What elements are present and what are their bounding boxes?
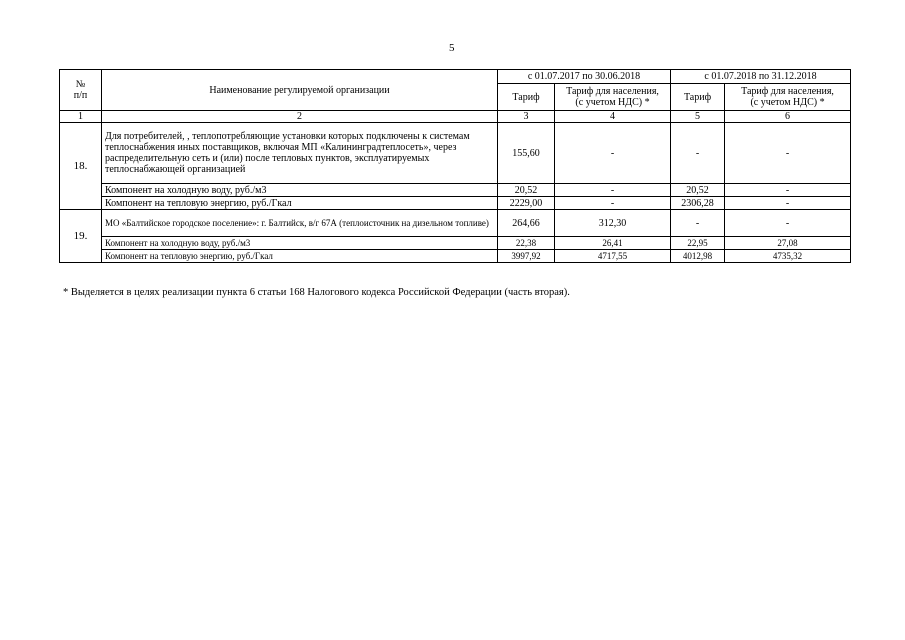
column-number: 5 [671, 111, 725, 123]
row-number: 18. [60, 123, 102, 210]
tariff-value: 3997,92 [498, 250, 555, 263]
tariff-value: - [725, 210, 851, 237]
table-row [60, 210, 851, 237]
tariff-value: 2306,28 [671, 197, 725, 210]
tariff-value: 22,95 [671, 237, 725, 250]
tariff-value: 2229,00 [498, 197, 555, 210]
tariff-value: - [555, 184, 671, 197]
tariff-value: 26,41 [555, 237, 671, 250]
page-number: 5 [449, 42, 455, 54]
table-row [60, 123, 851, 184]
header-tariff-1: Тариф [498, 84, 555, 111]
header-tariff-population-2: Тариф для населения, (с учетом НДС) * [725, 84, 851, 111]
tariff-value: 20,52 [498, 184, 555, 197]
tariff-table [59, 69, 851, 263]
tariff-value: - [725, 123, 851, 184]
tariff-value: - [671, 123, 725, 184]
tariff-value: 4717,55 [555, 250, 671, 263]
table-subrow [60, 197, 851, 210]
tariff-value: 4012,98 [671, 250, 725, 263]
org-name: МО «Балтийское городское поселение»: г. Балтийск, в/г 67А (теплоисточник на дизельном топливе) [102, 210, 498, 237]
tariff-value: - [555, 197, 671, 210]
footnote: * Выделяется в целях реализации пункта 6 статьи 168 Налогового кодекса Российской Федерации (часть вторая). [63, 287, 570, 298]
table-subrow [60, 237, 851, 250]
column-number: 3 [498, 111, 555, 123]
row-number: 19. [60, 210, 102, 263]
tariff-value: - [671, 210, 725, 237]
component-name: Компонент на холодную воду, руб./м3 [102, 184, 498, 197]
tariff-value: 155,60 [498, 123, 555, 184]
header-org-name: Наименование регулируемой организации [102, 70, 498, 111]
column-number: 4 [555, 111, 671, 123]
component-name: Компонент на тепловую энергию, руб./Гкал [102, 197, 498, 210]
header-tariff-population-1: Тариф для населения, (с учетом НДС) * [555, 84, 671, 111]
component-name: Компонент на тепловую энергию, руб./Гкал [102, 250, 498, 263]
tariff-value: 20,52 [671, 184, 725, 197]
org-name: Для потребителей, , теплопотребляющие установки которых подключены к системам теплоснабжения иных поставщиков, включая МП «Калининградтеплосеть», через распределительную сеть и (или) после тепловых пунктов, эксплуатируемых теплоснабжающей организацией [102, 123, 498, 184]
component-name: Компонент на холодную воду, руб./м3 [102, 237, 498, 250]
column-number: 6 [725, 111, 851, 123]
tariff-value: 27,08 [725, 237, 851, 250]
tariff-value: - [725, 197, 851, 210]
column-number: 2 [102, 111, 498, 123]
tariff-value: 4735,32 [725, 250, 851, 263]
tariff-value: 264,66 [498, 210, 555, 237]
tariff-value: - [725, 184, 851, 197]
table-subrow [60, 250, 851, 263]
table-subrow [60, 184, 851, 197]
header-period-2: с 01.07.2018 по 31.12.2018 [671, 70, 851, 84]
column-number: 1 [60, 111, 102, 123]
tariff-value: 312,30 [555, 210, 671, 237]
tariff-value: 22,38 [498, 237, 555, 250]
header-num: № п/п [60, 70, 102, 111]
column-numbers-row [60, 111, 851, 123]
tariff-value: - [555, 123, 671, 184]
header-period-1: с 01.07.2017 по 30.06.2018 [498, 70, 671, 84]
header-tariff-2: Тариф [671, 84, 725, 111]
